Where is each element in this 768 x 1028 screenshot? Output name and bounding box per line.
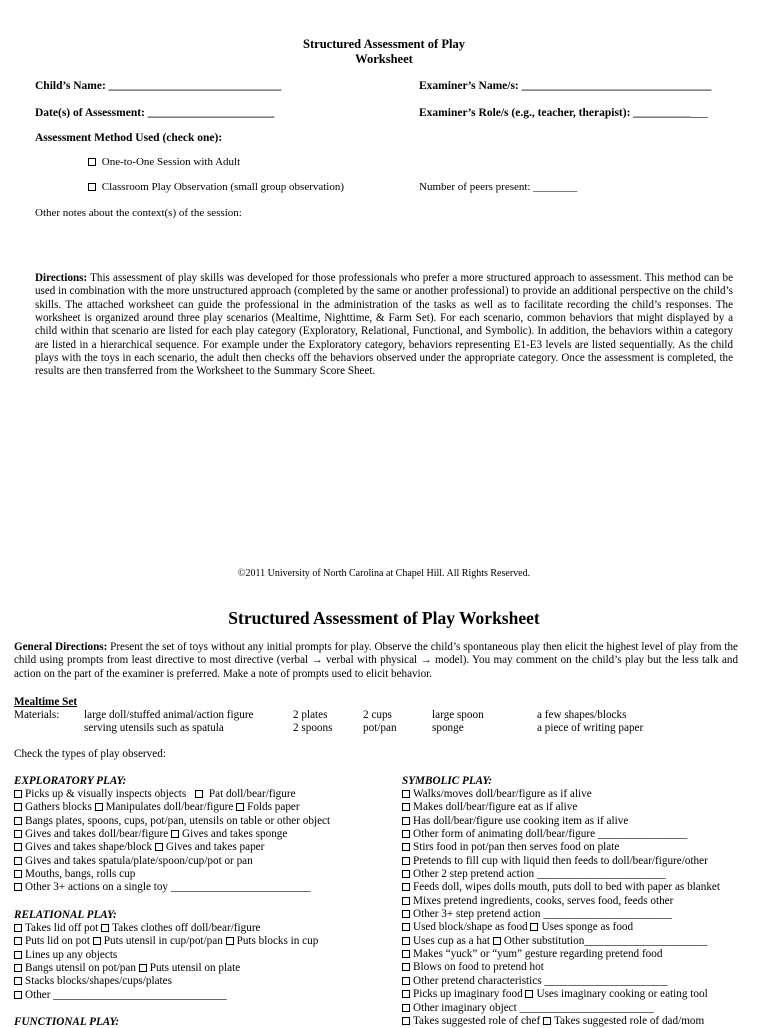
- checkbox-icon[interactable]: [402, 910, 410, 918]
- material-item: sponge: [432, 722, 464, 735]
- childs-name-field[interactable]: Child’s Name: ______________________________: [35, 80, 282, 92]
- checkbox-icon[interactable]: [14, 883, 22, 891]
- checkbox-icon[interactable]: [14, 951, 22, 959]
- checkbox-icon[interactable]: [402, 950, 410, 958]
- checkbox-icon[interactable]: [402, 963, 410, 971]
- list-item: Has doll/bear/figure use cooking item as if alive: [402, 815, 720, 828]
- examiners-role-tail: ___: [690, 107, 709, 119]
- list-item: Bangs plates, spoons, cups, pot/pan, utensils on table or other object: [14, 815, 330, 828]
- material-item: a few shapes/blocks: [537, 709, 627, 721]
- relational-list: [14, 922, 318, 1002]
- checkbox-icon[interactable]: [402, 843, 410, 851]
- checkbox-icon[interactable]: [195, 790, 203, 798]
- material-item: 2 spoons: [293, 722, 333, 735]
- checkbox-icon[interactable]: [402, 977, 410, 985]
- checkbox-icon[interactable]: [14, 937, 22, 945]
- list-item: Pretends to fill cup with liquid then feeds to doll/bear/figure/other: [402, 855, 720, 868]
- materials-col5: [537, 709, 643, 736]
- material-item: large spoon: [432, 709, 484, 721]
- list-item: Takes suggested role of chef Takes suggested role of dad/mom: [402, 1015, 720, 1028]
- materials-col4: [432, 709, 484, 736]
- list-item: Takes lid off pot Takes clothes off doll/bear/figure: [14, 922, 318, 935]
- checkbox-icon[interactable]: [493, 937, 501, 945]
- general-directions-label: General Directions:: [14, 641, 108, 653]
- general-directions: [14, 641, 738, 681]
- list-item: Makes “yuck” or “yum” gesture regarding pretend food: [402, 948, 720, 961]
- checkbox-icon[interactable]: [402, 923, 410, 931]
- examiners-role-label: Examiner’s Role/s (e.g., teacher, therapist): __________: [419, 107, 691, 119]
- checkbox-icon[interactable]: [14, 843, 22, 851]
- checkbox-icon[interactable]: [14, 857, 22, 865]
- symbolic-heading: SYMBOLIC PLAY:: [402, 775, 493, 787]
- material-item: a piece of writing paper: [537, 722, 644, 735]
- list-item: Lines up any objects: [14, 949, 318, 962]
- checkbox-icon[interactable]: [14, 924, 22, 932]
- list-item: Other _______________________________: [14, 989, 318, 1002]
- checkbox-icon[interactable]: [171, 830, 179, 838]
- mealtime-heading: Mealtime Set: [14, 696, 78, 708]
- material-item: pot/pan: [363, 722, 397, 735]
- list-item: Gathers blocks Manipulates doll/bear/figure Folds paper: [14, 801, 330, 814]
- checkbox-icon[interactable]: [101, 924, 109, 932]
- directions-text: This assessment of play skills was developed for those professionals who prefer a more structured approach to assessment. This method can be used in combination with the more unstructured approach (completed by the same or another professional) to provide an additional perspective on the child’s skills. The attached worksheet can guide the professional in the administration of the tasks as well as to facilitate recording the child’s responses. The worksheet is organized around three play scenarios (Mealtime, Nighttime, & Farm Set). For each scenario, common behaviors that might displayed by a child within that scenario are listed for each play category (Exploratory, Relational, Functional, and Symbolic). In addition, the behaviors within a category are listed in a hierarchical sequence. For example under the Exploratory category, behaviors representing E1-E3 levels are listed sequentially. As the child plays with the toys in each scenario, the adult then checks off the behaviors observed under the appropriate category. Once the assessment is completed, the results are then transferred from the Worksheet to the Summary Score Sheet.: [35, 272, 733, 378]
- copyright: ©2011 University of North Carolina at Chapel Hill. All Rights Reserved.: [237, 568, 531, 579]
- materials-label: Materials:: [14, 709, 60, 721]
- page2-title: Structured Assessment of Play Worksheet: [228, 608, 540, 628]
- checkbox-icon[interactable]: [530, 923, 538, 931]
- list-item: Stacks blocks/shapes/cups/plates: [14, 975, 318, 988]
- assessment-dates-field[interactable]: Date(s) of Assessment: ______________________: [35, 107, 275, 119]
- checkbox-icon[interactable]: [402, 870, 410, 878]
- list-item: Gives and takes doll/bear/figure Gives and takes sponge: [14, 828, 330, 841]
- checkbox-icon[interactable]: [226, 937, 234, 945]
- checkbox-icon[interactable]: [236, 803, 244, 811]
- checkbox-icon[interactable]: [402, 897, 410, 905]
- materials-col3: [363, 709, 397, 736]
- list-item: Used block/shape as food Uses sponge as food: [402, 921, 720, 934]
- list-item: Other form of animating doll/bear/figure ________________: [402, 828, 720, 841]
- checkbox-icon[interactable]: [14, 817, 22, 825]
- checkbox-icon[interactable]: [402, 790, 410, 798]
- list-item: Uses cup as a hat Other substitution______________________: [402, 935, 720, 948]
- functional-heading: FUNCTIONAL PLAY:: [14, 1016, 120, 1028]
- material-item: 2 plates: [293, 709, 328, 721]
- checkbox-icon[interactable]: [402, 990, 410, 998]
- list-item: Picks up imaginary food Uses imaginary cooking or eating tool: [402, 988, 720, 1001]
- checkbox-icon[interactable]: [14, 830, 22, 838]
- checkbox-icon[interactable]: [402, 1004, 410, 1012]
- option-classroom[interactable]: [88, 181, 344, 194]
- relational-heading: RELATIONAL PLAY:: [14, 909, 117, 921]
- check-types-label: Check the types of play observed:: [14, 748, 166, 760]
- list-item: Bangs utensil on pot/pan Puts utensil on plate: [14, 962, 318, 975]
- exploratory-heading: EXPLORATORY PLAY:: [14, 775, 127, 787]
- checkbox-icon[interactable]: [14, 964, 22, 972]
- option-classroom-label: Classroom Play Observation (small group observation): [101, 181, 345, 193]
- list-item: Other 3+ actions on a single toy _________________________: [14, 881, 330, 894]
- list-item: Gives and takes shape/block Gives and takes paper: [14, 841, 330, 854]
- checkbox-icon[interactable]: [93, 937, 101, 945]
- list-item: Feeds doll, wipes dolls mouth, puts doll to bed with paper as blanket: [402, 881, 720, 894]
- checkbox-icon[interactable]: [88, 183, 96, 191]
- examiners-name-field[interactable]: Examiner’s Name/s: _________________________________: [419, 80, 712, 92]
- list-item: Other 2 step pretend action _______________________: [402, 868, 720, 881]
- checkbox-icon[interactable]: [14, 977, 22, 985]
- peers-field[interactable]: Number of peers present: ________: [419, 181, 578, 193]
- other-notes-label: Other notes about the context(s) of the session:: [35, 207, 242, 219]
- list-item: Walks/moves doll/bear/figure as if alive: [402, 788, 720, 801]
- materials-col2: [293, 709, 332, 736]
- exploratory-list: [14, 788, 330, 895]
- list-item: Other 3+ step pretend action _______________________: [402, 908, 720, 921]
- page1-title-line2: Worksheet: [355, 52, 413, 66]
- checkbox-icon[interactable]: [402, 817, 410, 825]
- directions-label: Directions:: [35, 272, 88, 284]
- option-one-to-one-label: One-to-One Session with Adult: [101, 156, 241, 168]
- examiners-role-field[interactable]: [419, 107, 708, 120]
- list-item: Gives and takes spatula/plate/spoon/cup/pot or pan: [14, 855, 330, 868]
- checkbox-icon[interactable]: [88, 158, 96, 166]
- list-item: Stirs food in pot/pan then serves food on plate: [402, 841, 720, 854]
- list-item: Puts lid on pot Puts utensil in cup/pot/pan Puts blocks in cup: [14, 935, 318, 948]
- checkbox-icon[interactable]: [402, 803, 410, 811]
- list-item: Makes doll/bear/figure eat as if alive: [402, 801, 720, 814]
- checkbox-icon[interactable]: [14, 870, 22, 878]
- checkbox-icon[interactable]: [402, 830, 410, 838]
- checkbox-icon[interactable]: [14, 790, 22, 798]
- list-item: Mixes pretend ingredients, cooks, serves food, feeds other: [402, 895, 720, 908]
- checkbox-icon[interactable]: [155, 843, 163, 851]
- checkbox-icon[interactable]: [14, 803, 22, 811]
- checkbox-icon[interactable]: [402, 937, 410, 945]
- list-item: Picks up & visually inspects objects Pat doll/bear/figure: [14, 788, 330, 801]
- list-item: Blows on food to pretend hot: [402, 961, 720, 974]
- checkbox-icon[interactable]: [139, 964, 147, 972]
- checkbox-icon[interactable]: [14, 991, 22, 999]
- material-item: serving utensils such as spatula: [84, 722, 224, 735]
- materials-col1: [84, 709, 254, 736]
- material-item: 2 cups: [363, 709, 392, 721]
- checkbox-icon[interactable]: [402, 857, 410, 865]
- general-directions-text: Present the set of toys without any initial prompts for play. Observe the child’s spontaneous play then elicit the highest level of play from the child using prompts from least directive to most directive (verbal → verbal with physical → model). You may comment on the child’s play but the less talk and action on the part of the examiner is preferred. Make a note of prompts used to elicit behavior.: [14, 641, 738, 680]
- checkbox-icon[interactable]: [95, 803, 103, 811]
- method-label: Assessment Method Used (check one):: [35, 132, 223, 144]
- symbolic-list: [402, 788, 720, 1028]
- checkbox-icon[interactable]: [525, 990, 533, 998]
- page1-title-line1: Structured Assessment of Play: [303, 37, 465, 51]
- list-item: Other pretend characteristics ______________________: [402, 975, 720, 988]
- directions-paragraph: [35, 272, 733, 379]
- material-item: large doll/stuffed animal/action figure: [84, 709, 254, 721]
- list-item: Mouths, bangs, rolls cup: [14, 868, 330, 881]
- option-one-to-one[interactable]: [88, 156, 240, 169]
- checkbox-icon[interactable]: [402, 883, 410, 891]
- list-item: Other imaginary object ________________________: [402, 1002, 720, 1015]
